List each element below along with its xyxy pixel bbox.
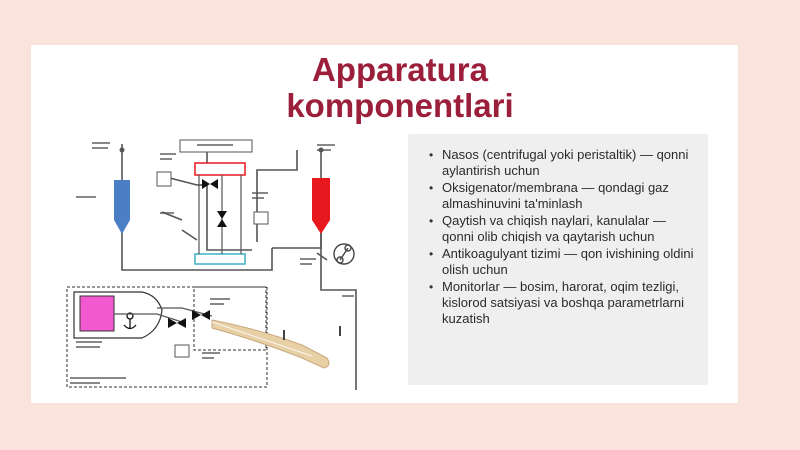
list-item [429,147,694,179]
list-item-text: Antikoagulyant tizimi — qon ivishining oldini olish uchun [442,246,694,277]
list-item [429,279,694,327]
bullet-symbol: • [429,214,434,228]
slide-title [0,52,800,124]
components-list [408,134,708,327]
list-item-text: Oksigenator/membrana — qondagi gaz almashinuvini ta'minlash [442,180,669,211]
list-item [429,246,694,278]
oxygenator-top [195,163,245,175]
oxygenator-bottom [195,254,245,264]
bullet-symbol: • [429,148,434,162]
bullet-symbol: • [429,280,434,294]
patient-chamber [80,296,114,331]
title-line-1: Apparatura [311,51,489,88]
list-item-text: Nasos (centrifugal yoki peristaltik) — qonni aylantirish uchun [442,147,689,178]
ecmo-circuit-diagram [62,130,380,390]
components-list-panel [408,134,708,385]
bullet-symbol: • [429,181,434,195]
sensor-box [175,345,189,357]
list-item-text: Qaytish va chiqish naylari, kanulalar — qonni olib chiqish va qaytarish uchun [442,213,666,244]
sensor-box [254,212,268,224]
list-item [429,180,694,212]
bullet-symbol: • [429,247,434,261]
title-line-2: komponentlari [286,87,514,124]
sensor-box [157,172,171,186]
list-item [429,213,694,245]
list-item-text: Monitorlar — bosim, harorat, oqim tezligi, kislorod satsiyasi va boshqa parametrlarni kuzatish [442,279,685,326]
